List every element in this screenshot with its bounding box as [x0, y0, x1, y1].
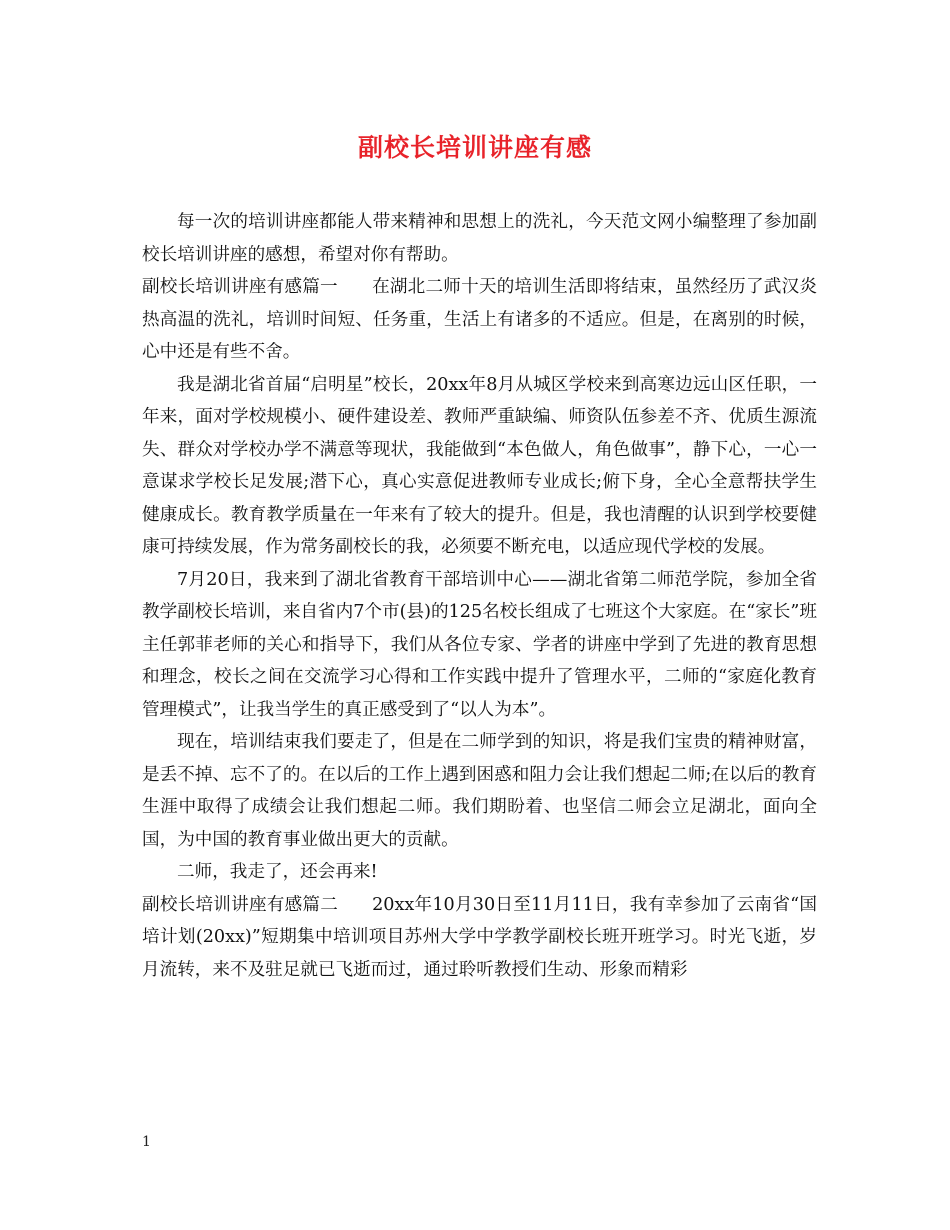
page-number: 1 — [142, 1134, 151, 1150]
section2-heading: 副校长培训讲座有感篇二 — [142, 894, 339, 915]
paragraph-farewell: 二师，我走了，还会再来! — [177, 862, 378, 882]
paragraph-training-end: 现在，培训结束我们要走了，但是在二师学到的知识，将是我们宝贵的精神财富，是丢不掉、忘不了的。在以后的工作上遇到困惑和阻力会让我们想起二师;在以后的教育生涯中取得了成绩会让我们想起二师。我们期盼着、也坚信二师会立足湖北，面向全国，为中国的教育事业做出更大的贡献。 — [142, 732, 817, 850]
section2-paragraph — [142, 889, 817, 987]
section1-text: 在湖北二师十天的培训生活即将结束，虽然经历了武汉炎热高温的洗礼，培训时间短、任务重，生活上有诸多的不适应。但是，在离别的时候，心中还是有些不舍。 — [142, 277, 817, 362]
section1-paragraph — [142, 271, 817, 369]
paragraph-qimingxing: 我是湖北省首届“启明星”校长，20xx年8月从城区学校来到高寒边远山区任职，一年来，面对学校规模小、硬件建设差、教师严重缺编、师资队伍参差不齐、优质生源流失、群众对学校办学不满意等现状，我能做到“本色做人，角色做事”，静下心，一心一意谋求学校长足发展;潜下心，真心实意促进教师专业成长;俯下身，全心全意帮扶学生健康成长。教育教学质量在一年来有了较大的提升。但是，我也清醒的认识到学校要健康可持续发展，作为常务副校长的我，必须要不断充电，以适应现代学校的发展。 — [142, 374, 817, 557]
document-body — [142, 206, 817, 986]
paragraph-july-20: 7月20日，我来到了湖北省教育干部培训中心——湖北省第二师范学院，参加全省教学副校长培训，来自省内7个市(县)的125名校长组成了七班这个大家庭。在“家长”班主任郭菲老师的关心和指导下，我们从各位专家、学者的讲座中学到了先进的教育思想和理念，校长之间在交流学习心得和工作实践中提升了管理水平，二师的“家庭化教育管理模式”，让我当学生的真正感受到了“以人为本”。 — [142, 569, 817, 720]
intro-paragraph: 每一次的培训讲座都能人带来精神和思想上的洗礼，今天范文网小编整理了参加副校长培训讲座的感想，希望对你有帮助。 — [142, 212, 817, 265]
document-title: 副校长培训讲座有感 — [357, 133, 592, 162]
section1-heading: 副校长培训讲座有感篇一 — [142, 277, 338, 297]
section2-text: 20xx年10月30日至11月11日，我有幸参加了云南省“国培计划(20xx)”短期集中培训项目苏州大学中学教学副校长班开班学习。时光飞逝，岁月流转，来不及驻足就已飞逝而过，通过聆听教授们生动、形象而精彩 — [142, 894, 817, 980]
